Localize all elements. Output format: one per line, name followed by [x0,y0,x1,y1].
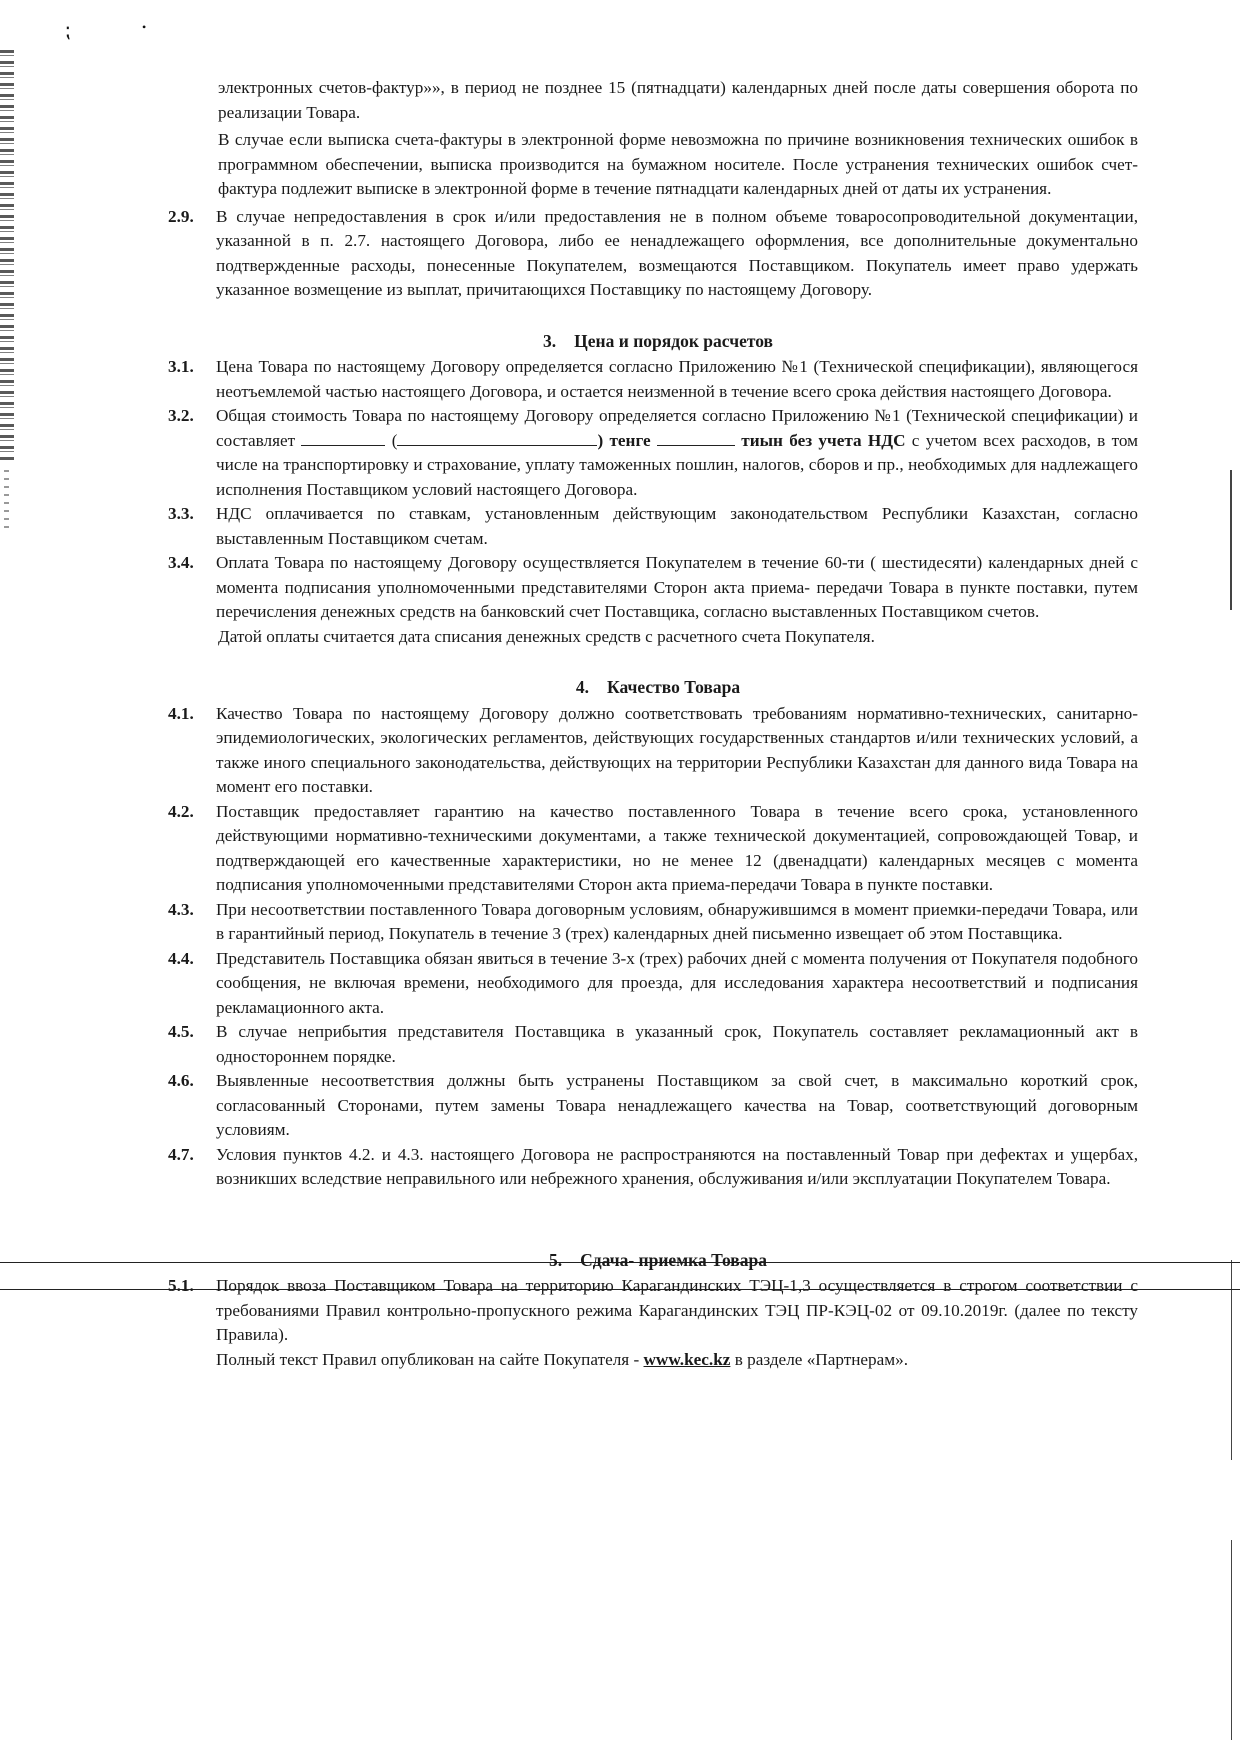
clause-number: 4.2. [168,801,194,821]
clause-2-9 [168,205,1138,303]
scan-right-edge-lower [1231,1260,1232,1460]
clause-number: 3.2. [168,406,194,425]
amount-blank [301,429,385,446]
clause-3-3 [168,502,1138,551]
tiyn-blank [657,429,735,446]
rules-publication-note [178,1348,1138,1373]
section-title-text: Сдача- приемка Товара [580,1249,767,1270]
clause-3-4 [168,551,1138,625]
clause-number: 3.1. [168,357,194,376]
clause-3-2 [168,404,1139,502]
contract-text [168,76,1139,1372]
clause-text: Порядок ввоза Поставщиком Товара на территорию Карагандинских ТЭЦ-1,3 осуществляется в строгом соответствии с требованиями Правил контрольно-пропускного режима Карагандинских ТЭЦ ПР-КЭЦ-02 от 09.10.2019г. (далее по тексту Правила). [216,1276,1138,1344]
clause-number: 4.3. [168,899,194,919]
website-link[interactable]: www.kec.kz [643,1349,731,1369]
clause-4-6 [168,1069,1138,1143]
section-number: 3. [543,330,557,351]
clause-4-1 [168,702,1138,800]
intro-paragraph: В случае если выписка счета-фактуры в электронной форме невозможна по причине возникновения технических ошибок в программном обеспечении, выписка производится на бумажном носителе. После устранения технических ошибок счет-фактура подлежит выписке в электронной форме в течение пятнадцати календарных дней от даты их устранения. [218,130,1138,198]
intro-line: электронных счетов-фактур»», в период не позднее 15 (пятнадцати) календарных дней после даты совершения оборота по реализации Товара. [218,78,1138,122]
tiyn-label: тиын без учета НДС [741,430,906,450]
tenge-label: ) тенге [597,430,651,450]
rules-suffix: в разделе «Партнерам». [734,1349,909,1369]
clause-text: НДС оплачивается по ставкам, установленным действующим законодательством Республики Казахстан, согласно выставленным Поставщиком счетам. [216,504,1138,548]
clause-5-1 [168,1274,1138,1348]
scan-speck: ⁏ [64,20,71,42]
clause-text [216,404,1138,502]
clause-text: Поставщик предоставляет гарантию на качество поставленного Товара в течение всего срока, установленного действующими нормативно-техническими документами, а также технической документацией, сопровождающей Товар, и подтверждающей его качественные характеристики, но не менее 12 (двенадцати) календарных месяцев с момента подписания уполномоченными представителями Сторон акта приема-передачи Товара в пункте поставки. [216,801,1138,894]
scan-right-edge [1230,470,1232,610]
section-number: 5. [549,1249,563,1270]
payment-date-note: Датой оплаты считается дата списания денежных средств с расчетного счета Покупателя. [218,626,875,646]
clause-number: 2.9. [168,206,194,226]
paren: ( [391,430,398,450]
clause-4-7 [168,1143,1138,1192]
clause-number: 4.5. [168,1022,194,1041]
clause-text-part-a: Общая стоимость Товара по настоящему Договору определяется согласно Приложению №1 (Технической спецификации) и составляет [216,406,1138,450]
clause-number: 4.7. [168,1144,194,1164]
clause-4-3 [168,898,1138,947]
section-4-title [178,675,1138,700]
scan-edge-marks-lower [4,470,9,530]
amount-words-blank [397,429,597,446]
clause-4-5 [168,1020,1138,1069]
scan-right-edge-bottom [1231,1540,1232,1740]
clause-text: Выявленные несоответствия должны быть устранены Поставщиком за свой счет, в максимально короткий срок, согласованный Сторонами, путем замены Товара ненадлежащего качества на Товар, соответствующий договорным условиям. [216,1071,1138,1139]
rules-prefix: Полный текст Правил опубликован на сайте Покупателя - [216,1349,640,1369]
section-title-text: Качество Товара [607,677,741,697]
clause-text: Представитель Поставщика обязан явиться в течение 3-х (трех) рабочих дней с момента получения от Покупателя подобного сообщения, не включая времени, необходимого для проезда, для исследования характера несоответствий и подписания рекламационного акта. [216,948,1138,1017]
clause-number: 4.4. [168,948,194,968]
clause-number: 4.1. [168,703,194,723]
clause-text: В случае неприбытия представителя Поставщика в указанный срок, Покупатель составляет рекламационный акт в одностороннем порядке. [216,1022,1138,1066]
clause-text: В случае непредоставления в срок и/или предоставления не в полном объеме товаросопроводительной документации, указанной в п. 2.7. настоящего Договора, либо ее ненадлежащего оформления, все дополнительные документально подтвержденные расходы, понесенные Покупателем, возмещаются Поставщиком. Покупатель имеет право удержать указанное возмещение из выплат, причитающихся Поставщику по настоящему Договору. [216,206,1138,299]
section-3-title [178,329,1138,354]
scan-dot: • [142,20,147,34]
clause-text: При несоответствии поставленного Товара договорным условиям, обнаружившимся в момент приемки-передачи Товара, или в гарантийный период, Покупатель в течение 3 (трех) календарных дней письменно извещает об этом Поставщика. [216,899,1138,943]
clause-4-2 [168,800,1138,898]
section-5-title [178,1248,1138,1273]
clause-text: Цена Товара по настоящему Договору определяется согласно Приложению №1 (Технической спецификации), являющегося неотъемлемой частью настоящего Договора, и остается неизменной в течение всего срока действия настоящего Договора. [216,357,1138,401]
scan-edge-marks [0,50,14,460]
clause-number: 5.1. [168,1276,194,1295]
clause-text: Оплата Товара по настоящему Договору осуществляется Покупателем в течение 60-ти ( шестидесяти) календарных дней с момента подписания уполномоченными представителями Сторон акта приема- передачи Товара в пункте поставки, путем перечисления денежных средств на банковский счет Поставщика, согласно выставленных Поставщиком счетов. [216,553,1138,621]
clause-text: Качество Товара по настоящему Договору должно соответствовать требованиям нормативно-технических, санитарно-эпидемиологических, экологических регламентов, действующих государственных стандартов и/или технических условий, а также иного специального законодательства, действующих на территории Республики Казахстан для данного вида Товара на момент его поставки. [216,703,1138,796]
section-title-text: Цена и порядок расчетов [574,330,773,351]
clause-4-4 [168,947,1138,1021]
clause-text-part-b: с учетом всех расходов, в том числе на транспортировку и страхование, уплату таможенных пошлин, налогов, сборов и пр., необходимых для надлежащего исполнения Поставщиком условий настоящего Договора. [216,430,1139,499]
clause-text: Условия пунктов 4.2. и 4.3. настоящего Договора не распространяются на поставленный Товар при дефектах и ущербах, возникших вследствие неправильного или небрежного хранения, обслуживания и/или эксплуатации Покупателем Товара. [216,1144,1138,1188]
clause-number: 4.6. [168,1071,194,1090]
section-number: 4. [575,677,590,697]
clause-number: 3.4. [168,553,194,572]
clause-number: 3.3. [168,504,194,523]
clause-3-1 [168,355,1138,404]
